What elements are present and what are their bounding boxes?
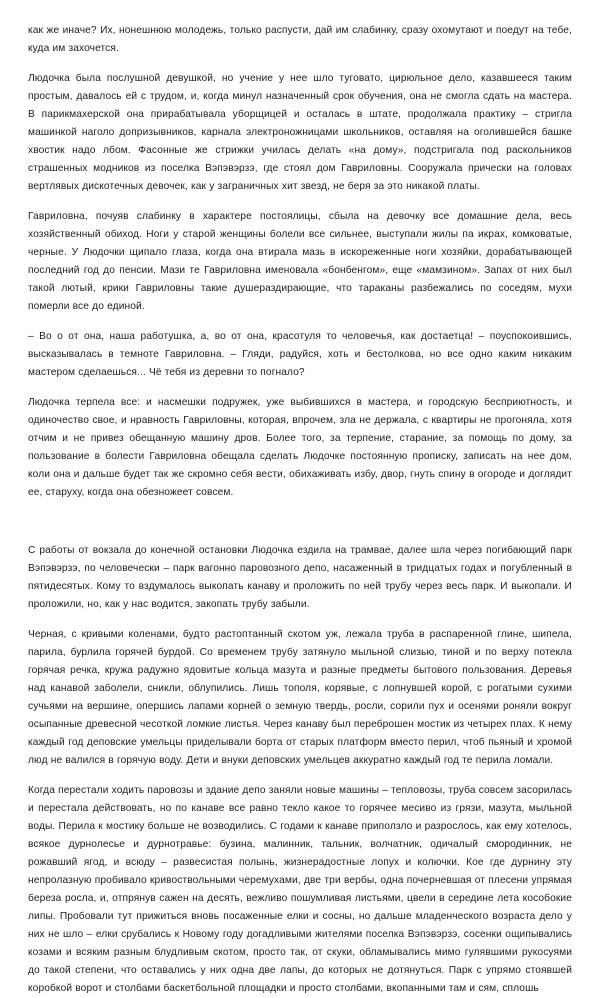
section-break bbox=[28, 514, 572, 542]
paragraph: С работы от вокзала до конечной остановки Людочка ездила на трамвае, далее шла через погибающий парк Вэпэвэрзэ, по человечески – парк вагонно паровозного депо, насаженный в тридцатых годах и погубленный в пятидесятых. Кому то вздумалось выкопать канаву и проложить по ней трубу через весь парк. И выкопали. И проложили, но, как у нас водится, закопать трубу забыли. bbox=[28, 545, 572, 610]
text-section-two bbox=[28, 542, 572, 998]
document-text-body bbox=[28, 22, 572, 998]
paragraph: как же иначе? Их, нонешнюю молодежь, только распусти, дай им слабинку, сразу охомутают и поедут на тебе, куда им захочется. bbox=[28, 25, 572, 54]
paragraph: – Во о от она, наша работушка, а, во от она, красотуля то человечья, как достаетца! – поуспокоившись, высказывалась в темноте Гавриловна. – Гляди, радуйся, хоть и бестолкова, но все одно каким никаким мастером сделаешься... Чё тебя из деревни то погнало? bbox=[28, 331, 572, 378]
paragraph: Людочка терпела все: и насмешки подружек, уже выбившихся в мастера, и городскую бесприютность, и одиночество свое, и нравность Гавриловны, которая, впрочем, зла не держала, с квартиры не прогоняла, хотя отчим и не привез обещанную машину дров. Более того, за терпение, старание, за помощь по дому, за пользование в болести Гавриловна обещала сделать Людочке постоянную прописку, записать на нее дом, коли она и дальше будет так же скромно себя вести, обихаживать избу, двор, гнуть спину в огороде и доглядит ее, старуху, когда она обезножеет совсем. bbox=[28, 397, 572, 498]
paragraph: Когда перестали ходить паровозы и здание депо заняли новые машины – тепловозы, труба совсем засорилась и перестала действовать, но по канаве все равно текло какое то горячее месиво из грязи, мазута, мыльной воды. Перила к мостику больше не возводились. С годами к канаве приползло и разрослось, как ему хотелось, всякое дурнолесье и дурнотравье: бузина, малинник, тальник, волчатник, одичалый смородинник, не рожавший ягод, и всюду – развесистая полынь, жизнерадостные лопух и колючки. Кое где дурнину эту непролазную пробивало кривоствольными черемухами, две три вербы, одна почерневшая от плесени упрямая береза росла, и, отпрянув сажен на десять, вежливо пошумливая листьями, цвели в середине лета кособокие липы. Пробовали тут прижиться вновь посаженные елки и сосны, но дальше младенческого возраста дело у них не шло – елки срубались к Новому году догадливыми жителями поселка Вэпэвэрзэ, сосенки ощипывались козами и всяким разным блудливым скотом, просто так, от скуки, обламывались мимо гулявшими рукосуями до такой степени, что оставались у них одна две лапы, до которых не дотянуться. Парк с упрямо стоявшей коробкой ворот и столбами баскетбольной площадки и просто столбами, вкопанными там и сям, сплошь bbox=[28, 785, 573, 994]
paragraph: Гавриловна, почуяв слабинку в характере постоялицы, сбыла на девочку все домашние дела, весь хозяйственный обиход. Ноги у старой женщины болели все сильнее, выступали жилы па икрах, комковатые, черные. У Людочки щипало глаза, когда она втирала мазь в искореженные ноги хозяйки, дорабатывающей последний год до пенсии. Мази те Гавриловна именовала «бонбенгом», еще «мамзином». Запах от них был такой лютый, крики Гавриловны такие душераздирающие, что тараканы разбежались по соседям, мухи померли все до единой. bbox=[28, 211, 572, 312]
paragraph: Людочка была послушной девушкой, но учение у нее шло туговато, цирюльное дело, казавшееся таким простым, давалось ей с трудом, и, когда минул назначенный срок обучения, она не смогла сдать на мастера. В парикмахерской она прирабатывала уборщицей и осталась в штате, продолжала практику – стригла машинкой наголо допризывников, карнала электроножницами школьников, оставляя на оголившейся башке хвостик надо лбом. Фасонные же стрижки училась делать «на дому», подстригала под раскольников страшенных модников из поселка Вэпэвэрзэ, где стоял дом Гавриловны. Сооружала прически на головах вертлявых дискотечных девочек, как у заграничных хит звезд, не беря за это никакой платы. bbox=[28, 73, 572, 192]
text-section-one bbox=[28, 22, 572, 502]
paragraph: Черная, с кривыми коленами, будто растоптанный скотом уж, лежала труба в распаренной глине, шипела, парила, бурлила горячей бурдой. Со временем трубу затянуло мыльной слизью, тиной и по верху потекла горячая речка, кружа радужно ядовитые кольца мазута и разные предметы бытового пользования. Деревья над канавой заболели, сникли, облупились. Лишь тополя, корявые, с лопнувшей корой, с рогатыми сухими сучьями на вершине, опершись лапами корней о земную твердь, росли, сорили пух и осенями роняли вокруг осыпанные древесной чесоткой ломкие листья. Через канаву был переброшен мостик из четырех плах. К нему каждый год деповские умельцы приделывали борта от старых платформ вместо перил, чтоб пьяный и хромой люд не валился в горячую воду. Дети и внуки деповских умельцев аккуратно каждый год те перила ломали. bbox=[28, 629, 572, 766]
